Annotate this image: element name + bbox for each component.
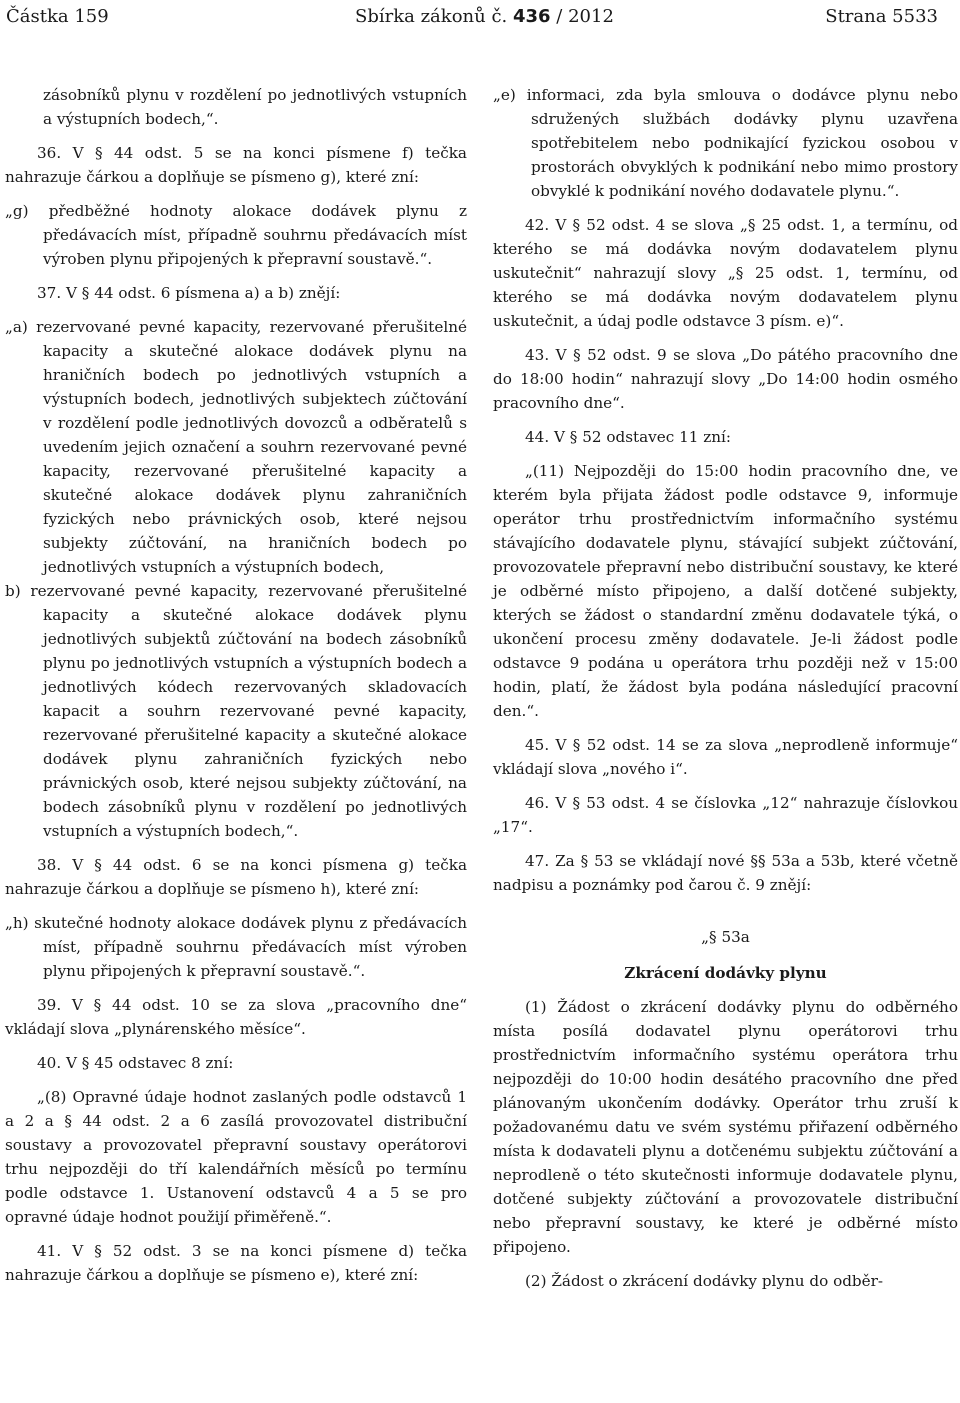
- page-header: [0, 4, 940, 30]
- left-column: [5, 83, 467, 1287]
- header-collection-year: / 2012: [556, 6, 614, 27]
- amendment-point-36: 36. V § 44 odst. 5 se na konci písmene f) tečka nahrazuje čárkou a doplňuje se písmeno g), které zní:: [5, 144, 467, 186]
- header-collection-number: 436: [512, 6, 551, 27]
- amendment-point-42: 42. V § 52 odst. 4 se slova „§ 25 odst. 1, a termínu, od kterého se má dodávka novým dodavatelem plynu uskutečnit“ nahrazují slovy „§ 25 odst. 1, termínu, od kterého se má dodávka novým dodavatelem plynu uskutečnit, a údaj podle odstavce 3 písm. e)“.: [493, 216, 958, 330]
- quoted-paragraph-11: „(11) Nejpozději do 15:00 hodin pracovního dne, ve kterém byla přijata žádost podle odstavce 9, informuje operátor trhu prostřednictvím informačního systému stávajícího dodavatele plynu, stávající subjekt zúčtování, provozovatele přepravní nebo distribuční soustavy, ke které je odběrné místo připojeno, a další dotčené subjekty, kterých se žádost o standardní změnu dodavatele týká, o ukončení procesu změny dodavatele. Je-li žádost podle odstavce 9 podána u operátora trhu později než v 15:00 hodin, platí, že žádost byla podána následující pracovní den.“.: [493, 462, 958, 720]
- amendment-point-37: 37. V § 44 odst. 6 písmena a) a b) znějí:: [37, 284, 341, 302]
- right-column: [493, 83, 958, 1293]
- amendment-point-40: 40. V § 45 odstavec 8 zní:: [37, 1054, 234, 1072]
- quoted-letter-a: „a) rezervované pevné kapacity, rezervované přerušitelné kapacity a skutečné alokace dodávek plynu na hraničních bodech po jednotlivých vstupních a výstupních bodech, jednotlivých subjektech zúčtování v rozdělení podle jednotlivých dovozců a odběratelů s uvedením jejich označení a souhrn rezervované pevné kapacity, rezervované přerušitelné kapacity a skutečné alokace dodávek plynu zahraničních fyzických nebo právnických osob, které nejsou subjekty zúčtování, na hraničních bodech po jednotlivých vstupních a výstupních bodech,: [5, 318, 467, 576]
- header-collection: [355, 4, 614, 30]
- amendment-point-47: 47. Za § 53 se vkládají nové §§ 53a a 53b, které včetně nadpisu a poznámky pod čarou č. 9 znějí:: [493, 852, 958, 894]
- header-collection-prefix: Sbírka zákonů č.: [355, 6, 508, 27]
- header-page-number: Strana 5533: [825, 6, 938, 27]
- amendment-point-43: 43. V § 52 odst. 9 se slova „Do pátého pracovního dne do 18:00 hodin“ nahrazují slovy „Do 14:00 hodin osmého pracovního dne“.: [493, 346, 958, 412]
- amendment-point-39: 39. V § 44 odst. 10 se za slova „pracovního dne“ vkládají slova „plynárenského měsíce“.: [5, 996, 467, 1038]
- section-number: „§ 53a: [701, 928, 750, 946]
- quoted-letter-g: „g) předběžné hodnoty alokace dodávek plynu z předávacích míst, případně souhrnu předávacích míst výroben plynu připojených k přepravní soustavě.“.: [5, 202, 467, 268]
- amendment-point-45: 45. V § 52 odst. 14 se za slova „neprodleně informuje“ vkládají slova „nového i“.: [493, 736, 958, 778]
- quoted-paragraph-8: „(8) Opravné údaje hodnot zaslaných podle odstavců 1 a 2 a § 44 odst. 2 a 6 zasílá provozovatel distribuční soustavy a provozovatel přepravní soustavy operátorovi trhu nejpozději do tří kalendářních měsíců po termínu podle odstavce 1. Ustanovení odstavců 4 a 5 se pro opravné údaje hodnot použijí přiměřeně.“.: [5, 1088, 467, 1226]
- paragraph: zásobníků plynu v rozdělení po jednotlivých vstupních a výstupních bodech,“.: [43, 86, 467, 128]
- amendment-point-41: 41. V § 52 odst. 3 se na konci písmene d) tečka nahrazuje čárkou a doplňuje se písmeno e), které zní:: [5, 1242, 467, 1284]
- section-paragraph-1: (1) Žádost o zkrácení dodávky plynu do odběrného místa posílá dodavatel plynu operátorovi trhu prostřednictvím informačního systému operátora trhu nejpozději do 10:00 hodin desátého pracovního dne před plánovaným ukončením dodávky. Operátor trhu zruší k požadovanému datu ve svém systému přiřazení odběrného místa k dodavateli plynu a dotčenému subjektu zúčtování a neprodleně o této skutečnosti informuje dodavatele plynu, dotčené subjekty zúčtování a provozovatele distribuční nebo přepravní soustavy, ke které je odběrné místo připojeno.: [493, 998, 958, 1256]
- quoted-letter-b: b) rezervované pevné kapacity, rezervované přerušitelné kapacity a skutečné alokace dodávek plynu jednotlivých subjektů zúčtování na bodech zásobníků plynu po jednotlivých vstupních a výstupních bodech a jednotlivých kódech rezervovaných skladovacích kapacit a souhrn rezervované pevné kapacity, rezervované přerušitelné kapacity a skutečné alokace dodávek plynu zahraničních fyzických nebo právnických osob, které nejsou subjekty zúčtování, na bodech zásobníků plynu v rozdělení po jednotlivých vstupních a výstupních bodech,“.: [5, 582, 467, 840]
- amendment-point-44: 44. V § 52 odstavec 11 zní:: [525, 428, 731, 446]
- quoted-letter-e: „e) informaci, zda byla smlouva o dodávce plynu nebo sdružených službách dodávky plynu uzavřena spotřebitelem nebo podnikající fyzickou osobou v prostorách obvyklých k podnikání nebo mimo prostory obvyklé k podnikání nového dodavatele plynu.“.: [493, 86, 958, 200]
- section-title: Zkrácení dodávky plynu: [624, 964, 827, 982]
- amendment-point-46: 46. V § 53 odst. 4 se číslovka „12“ nahrazuje číslovkou „17“.: [493, 794, 958, 836]
- quoted-letter-h: „h) skutečné hodnoty alokace dodávek plynu z předávacích míst, případně souhrnu předávacích míst výroben plynu připojených k přepravní soustavě.“.: [5, 914, 467, 980]
- amendment-point-38: 38. V § 44 odst. 6 se na konci písmena g) tečka nahrazuje čárkou a doplňuje se písmeno h), které zní:: [5, 856, 467, 898]
- section-paragraph-2: (2) Žádost o zkrácení dodávky plynu do odběr-: [525, 1272, 884, 1290]
- header-part-label: Částka 159: [6, 6, 109, 27]
